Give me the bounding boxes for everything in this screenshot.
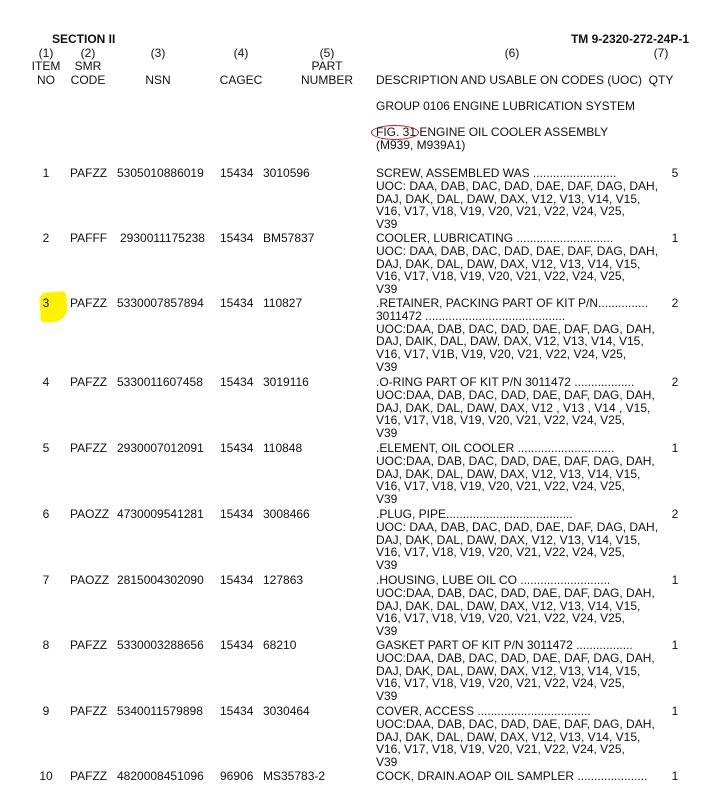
uoc-line: V39 [376, 282, 398, 297]
part-number: BM57837 [263, 231, 315, 245]
uoc-line: V39 [376, 360, 398, 374]
smr-code: PAFZZ [70, 441, 108, 455]
section-title: SECTION II [52, 32, 116, 46]
part-description: .O-RING PART OF KIT P/N 3011472 .................. [376, 375, 635, 389]
uoc-line: UOC:DAA, DAB, DAC, DAD, DAE, DAF, DAG, DAH, [376, 716, 655, 731]
uoc-line: UOC:DAA, DAB, DAC, DAD, DAE, DAF, DAG, DAH, [376, 453, 655, 468]
part-number: 3010596 [263, 166, 310, 180]
column-header-line2: CODE [70, 73, 106, 87]
part-number: 110827 [263, 296, 303, 310]
uoc-line: DAJ, DAK, DAL, DAW, DAX, V12, V13, V14, V15, [376, 598, 641, 613]
item-number: 5 [42, 441, 50, 455]
part-number: 127863 [263, 573, 304, 587]
smr-code: PAFZZ [70, 296, 108, 310]
part-description: SCREW, ASSEMBLED WAS ......................... [376, 166, 617, 180]
column-header-line1: PART [311, 59, 343, 73]
cagec: 15434 [220, 231, 254, 245]
figure-models: (M939, M939A1) [376, 138, 466, 152]
group-title: GROUP 0106 ENGINE LUBRICATION SYSTEM [376, 99, 635, 113]
uoc-line: V39 [376, 689, 398, 704]
uoc-line: V39 [376, 426, 398, 441]
cagec: 15434 [220, 441, 254, 455]
item-number: 4 [42, 375, 50, 389]
column-header-line2: DESCRIPTION AND USABLE ON CODES (UOC) [376, 73, 643, 87]
nsn: 4730009541281 [117, 507, 204, 521]
nsn: 5330007857894 [117, 296, 204, 310]
uoc-line: DAJ, DAK, DAL, DAW, DAX, V12, V13, V14, V15, [376, 191, 641, 206]
cagec: 96906 [220, 769, 254, 783]
smr-code: PAOZZ [70, 507, 110, 521]
part-number: 3019116 [263, 375, 309, 389]
smr-code: PAOZZ [70, 573, 110, 587]
quantity: 1 [671, 441, 679, 455]
item-number: 1 [42, 166, 50, 180]
cagec: 15434 [220, 573, 254, 587]
uoc-line: V16, V17, V1B, V19, V20, V21, V22, V24, V25, [376, 347, 627, 362]
item-number: 8 [42, 638, 50, 652]
tm-number: TM 9-2320-272-24P-1 [570, 32, 689, 46]
quantity: 2 [671, 507, 679, 521]
column-header-line2: NSN [145, 73, 171, 87]
quantity: 1 [671, 769, 679, 783]
cagec: 15434 [220, 375, 254, 389]
column-header-line2: QTY [648, 73, 674, 87]
part-description: .PLUG, PIPE...................................... [376, 507, 573, 521]
uoc-line: V16, V17, V18, V19, V20, V21, V22, V24, V25, [376, 269, 625, 284]
item-number: 6 [42, 507, 50, 521]
uoc-line: DAJ, DAK, DAL, DAW, DAX, V12, V13, V14, V15, [376, 532, 641, 547]
column-header-num: (1) [38, 46, 54, 60]
uoc-line: V16, V17, V18, V19, V20, V21, V22, V24, V25, [376, 742, 625, 757]
uoc-line: V39 [376, 624, 398, 639]
uoc-line: DAJ, DAK, DAL, DAW, DAX, V12, V13, V14, V15, [376, 663, 641, 678]
smr-code: PAFZZ [70, 166, 108, 180]
nsn: 5305010886019 [117, 166, 204, 180]
uoc-line: UOC:DAA, DAB, DAC, DAD, DAE, DAF, DAG, DAH, [376, 585, 655, 600]
quantity: 2 [671, 296, 679, 310]
uoc-line: DAJ, DAIK, DAL, DAW, DAX, V12, V13, V14, V15, [376, 334, 644, 349]
smr-code: PAFZZ [70, 704, 108, 718]
uoc-line: V16, V17, V18, V19, V20, V21, V22, V24, V25, [376, 413, 625, 428]
uoc-line: V16, V17, V18, V19, V20, V21, V22, V24, V25, [376, 204, 625, 219]
uoc-line: DAJ, DAK, DAL, DAW, DAX, V12, V13, V14, V15, [376, 256, 641, 271]
nsn: 2930011175238 [120, 231, 205, 245]
uoc-line: V16, V17, V18, V19, V20, V21, V22, V24, V25, [376, 676, 625, 691]
column-header-line1: SMR [74, 59, 102, 73]
item-number: 3 [42, 296, 50, 310]
column-header-num: (4) [233, 46, 249, 60]
part-description: COOLER, LUBRICATING ............................. [376, 231, 614, 245]
cagec: 15434 [220, 296, 254, 310]
smr-code: PAFZZ [70, 375, 108, 389]
cagec: 15434 [220, 507, 254, 521]
item-number: 7 [42, 573, 50, 587]
uoc-line: DAJ, DAK, DAL, DAW, DAX, V12 , V13 , V14 , V15, [376, 400, 651, 415]
column-header-line1: ITEM [31, 59, 61, 73]
column-header-num: (6) [504, 46, 520, 60]
cagec: 15434 [220, 638, 254, 652]
part-description: .HOUSING, LUBE OIL CO ........................... [376, 573, 611, 587]
nsn: 2815004302090 [117, 573, 204, 587]
cagec: 15434 [220, 166, 254, 180]
uoc-line: V16, V17, V18, V19, V20, V21, V22, V24, V25, [376, 479, 625, 494]
quantity: 2 [671, 375, 679, 389]
figure-name: ENGINE OIL COOLER ASSEMBLY [416, 125, 609, 139]
part-number: 3008466 [263, 507, 310, 521]
part-number: 68210 [263, 638, 297, 652]
uoc-line: V39 [376, 558, 398, 573]
column-header-num: (5) [319, 46, 335, 60]
uoc-line: UOC: DAA, DAB, DAC, DAD, DAE, DAF, DAG, DAH, [376, 519, 659, 534]
column-header-line2: NO [37, 73, 55, 87]
uoc-line: V39 [376, 492, 398, 507]
part-description: COVER, ACCESS .................................. [376, 704, 591, 718]
column-header-num: (7) [653, 46, 669, 60]
quantity: 1 [671, 638, 679, 652]
uoc-line: V16, V17, V18, V19, V20, V21, V22, V24, V25, [376, 545, 625, 560]
column-header-line2: CAGEC [219, 73, 263, 87]
nsn: 5330003288656 [117, 638, 204, 652]
quantity: 1 [671, 704, 679, 718]
nsn: 4820008451096 [117, 769, 204, 783]
part-description: .RETAINER, PACKING PART OF KIT P/N............... [376, 296, 649, 310]
nsn: 2930007012091 [117, 441, 204, 455]
quantity: 1 [671, 573, 679, 587]
figure-label: FIG. 31 [376, 125, 417, 139]
part-number: 110848 [263, 441, 303, 455]
uoc-line: V39 [376, 217, 398, 232]
uoc-line: V16, V17, V18, V19, V20, V21, V22, V24, V25, [376, 611, 625, 626]
part-description: COCK, DRAIN.AOAP OIL SAMPLER ..................... [376, 769, 648, 783]
part-number: 3030464 [263, 704, 310, 718]
smr-code: PAFZZ [70, 769, 108, 783]
part-description: GASKET PART OF KIT P/N 3011472 ................. [376, 638, 633, 652]
item-number: 10 [39, 769, 53, 783]
smr-code: PAFZZ [70, 638, 108, 652]
nsn: 5340011579898 [117, 704, 203, 718]
item-number: 2 [42, 231, 50, 245]
uoc-line: UOC:DAA, DAB, DAC, DAD, DAE, DAF, DAG, DAH, [376, 387, 655, 402]
quantity: 1 [671, 231, 679, 245]
uoc-line: 3011472 .......................................... [376, 308, 566, 323]
uoc-line: UOC: DAA, DAB, DAC, DAD, DAE, DAF, DAG, DAH, [376, 178, 659, 193]
column-header-line2: NUMBER [300, 73, 353, 87]
cagec: 15434 [220, 704, 254, 718]
part-number: MS35783-2 [263, 769, 326, 783]
uoc-line: V39 [376, 755, 398, 770]
part-description: .ELEMENT, OIL COOLER ............................. [376, 441, 615, 455]
quantity: 5 [671, 166, 679, 180]
column-header-num: (2) [80, 46, 96, 60]
nsn: 5330011607458 [117, 375, 203, 389]
uoc-line: UOC: DAA, DAB, DAC, DAD, DAE, DAF, DAG, DAH, [376, 243, 659, 258]
smr-code: PAFFF [70, 231, 108, 245]
uoc-line: DAJ, DAK, DAL, DAW, DAX, V12, V13, V14, V15, [376, 466, 641, 481]
uoc-line: DAJ, DAK, DAL, DAW, DAX, V12, V13, V14, V15, [376, 729, 641, 744]
item-number: 9 [42, 704, 50, 718]
uoc-line: UOC:DAA, DAB, DAC, DAD, DAE, DAF, DAG, DAH, [376, 650, 655, 665]
uoc-line: UOC:DAA, DAB, DAC, DAD, DAE, DAF, DAG, DAH, [376, 321, 655, 336]
column-header-num: (3) [150, 46, 166, 60]
